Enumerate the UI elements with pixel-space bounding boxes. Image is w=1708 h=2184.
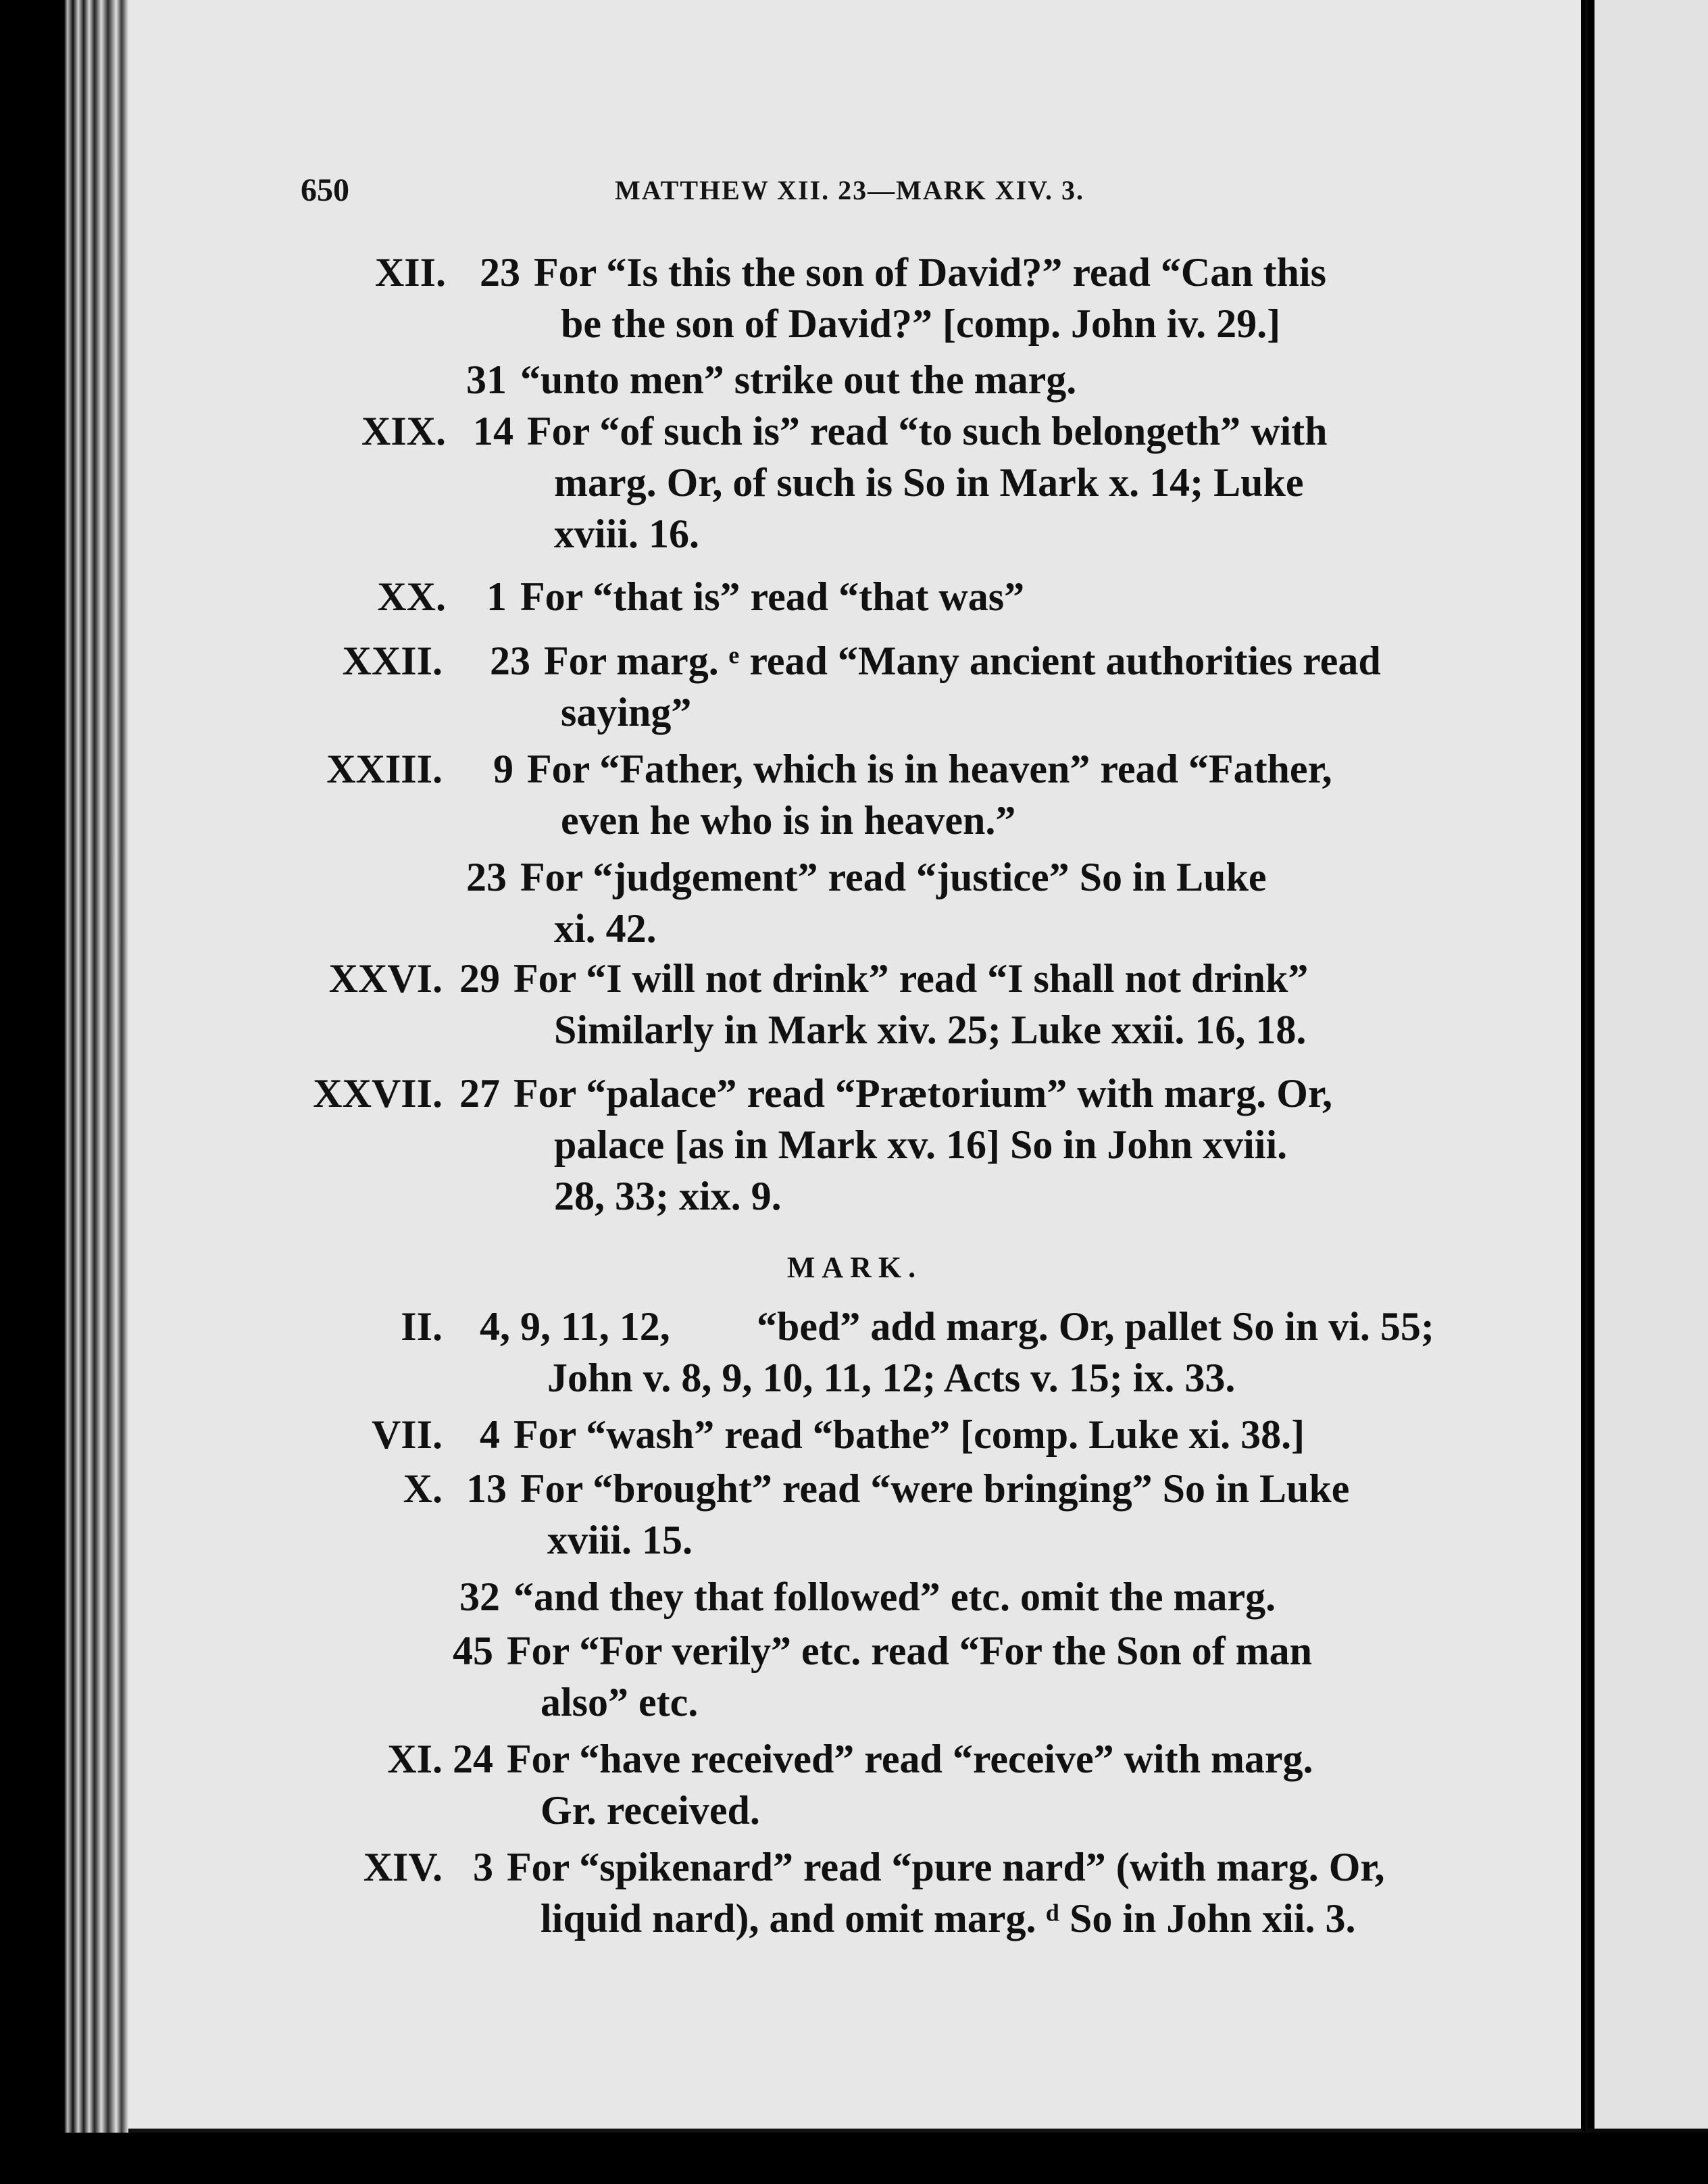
entry-text-line: xviii. 15. [547, 1518, 693, 1562]
verse-number: 9 [493, 747, 513, 791]
page-header [128, 166, 1581, 214]
entry-text-line: For “that is” read “that was” [520, 574, 1025, 619]
entry-text-line: For “Father, which is in heaven” read “Father, [527, 747, 1332, 791]
chapter-number: II. [401, 1304, 443, 1349]
entry-text-line: For “spikenard” read “pure nard” (with marg. Or, [507, 1845, 1385, 1889]
chapter-number: XIX. [361, 409, 446, 453]
entry-text-line: For “wash” read “bathe” [comp. Luke xi. 38.] [513, 1412, 1305, 1457]
page-number: 650 [301, 172, 349, 208]
entry-text-line: For “of such is” read “to such belongeth” with [527, 409, 1328, 453]
entry-text-line: “unto men” strike out the marg. [520, 357, 1077, 402]
entry-text-line: For “For verily” etc. read “For the Son of man [507, 1629, 1313, 1673]
running-head: MATTHEW XII. 23—MARK XIV. 3. [615, 175, 1084, 205]
verse-number: 13 [466, 1466, 507, 1511]
entry-text-line: marg. Or, of such is So in Mark x. 14; Luke [554, 460, 1304, 505]
entry-text-line: Gr. received. [541, 1788, 760, 1833]
section-heading-mark: MARK. [786, 1251, 923, 1284]
entry-text-line: also” etc. [541, 1680, 699, 1724]
verse-number: 45 [453, 1629, 493, 1673]
verse-number: 3 [473, 1845, 493, 1889]
verse-number: 31 [466, 357, 507, 402]
chapter-number: X. [403, 1466, 443, 1511]
entry-text-line: “bed” add marg. Or, pallet So in vi. 55; [757, 1304, 1434, 1349]
chapter-number: XII. [374, 250, 446, 295]
verse-number: 29 [459, 956, 500, 1001]
verse-number: 1 [486, 574, 507, 619]
entry-text-line: be the son of David?” [comp. John iv. 29.] [561, 301, 1281, 346]
verse-number: 23 [480, 250, 520, 295]
entry-text-line: liquid nard), and omit marg. ᵈ So in John xii. 3. [541, 1896, 1356, 1941]
book-spine-edge [0, 0, 128, 2184]
chapter-number: VII. [371, 1412, 443, 1457]
entry-text-line: For marg. ᵉ read “Many ancient authorities read [544, 639, 1381, 683]
verse-number: 4, 9, 11, 12, [480, 1304, 670, 1349]
entry-text-line: John v. 8, 9, 10, 11, 12; Acts v. 15; ix. 33. [547, 1356, 1236, 1400]
entry-text-line: xviii. 16. [554, 512, 700, 556]
entry-text-line: “and they that followed” etc. omit the marg. [513, 1574, 1276, 1619]
verse-number: 32 [459, 1574, 500, 1619]
verse-number: 24 [453, 1737, 493, 1781]
verse-number: 23 [466, 855, 507, 899]
entry-text-line: For “brought” read “were bringing” So in Luke [520, 1466, 1350, 1511]
chapter-number: XXII. [342, 639, 443, 683]
verse-number: 27 [459, 1071, 500, 1116]
entry-text-line: For “I will not drink” read “I shall not drink” [513, 956, 1309, 1001]
chapter-number: XXIII. [326, 747, 443, 791]
chapter-number: XXVII. [313, 1071, 443, 1116]
chapter-number: XIV. [363, 1845, 443, 1889]
entry-text-line: saying” [561, 690, 692, 735]
entry-text-line: For “have received” read “receive” with marg. [507, 1737, 1313, 1781]
chapter-number: XI. [387, 1737, 443, 1781]
chapter-number: XXVI. [328, 956, 443, 1001]
entry-text-line: even he who is in heaven.” [561, 798, 1016, 843]
entry-text-line: Similarly in Mark xiv. 25; Luke xxii. 16, 18. [554, 1008, 1307, 1052]
scan-border [0, 2133, 1708, 2184]
entry-text-line: For “palace” read “Prætorium” with marg. Or, [513, 1071, 1333, 1116]
entry-text-line: For “judgement” read “justice” So in Luke [520, 855, 1267, 899]
entry-text-line: palace [as in Mark xv. 16] So in John xviii. [554, 1122, 1288, 1167]
verse-number: 4 [480, 1412, 500, 1457]
chapter-number: XX. [377, 574, 446, 619]
book-page [128, 0, 1585, 2133]
entry-text-line: 28, 33; xix. 9. [554, 1174, 782, 1218]
verse-number: 23 [490, 639, 530, 683]
entry-text-line: xi. 42. [554, 906, 657, 951]
verse-number: 14 [473, 409, 513, 453]
entry-text-line: For “Is this the son of David?” read “Can this [534, 250, 1326, 295]
facing-page-edge [1588, 0, 1708, 2129]
